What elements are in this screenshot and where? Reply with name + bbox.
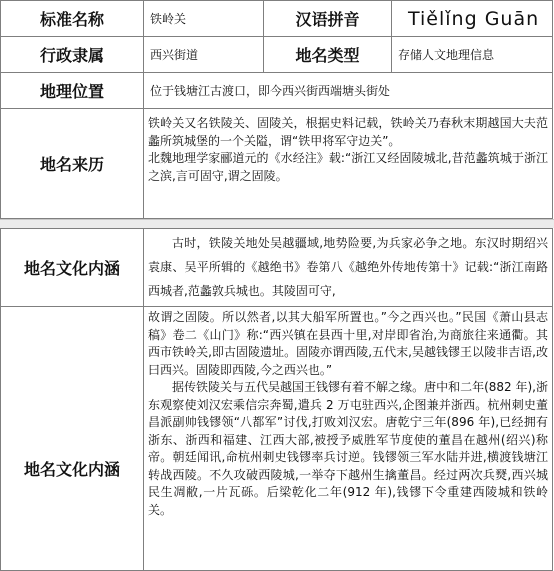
admin-value: 西兴街道 — [144, 37, 264, 73]
pinyin-label: 汉语拼音 — [264, 1, 392, 37]
row-standard-name — [1, 1, 553, 37]
culture-paragraph-2: 据传铁陵关与五代吴越国王钱镠有着不解之缘。唐中和二年(882 年),浙东观察使刘汉宏乘信宗奔蜀,遣兵 2 万屯驻西兴,企图兼并浙西。杭州刺史董昌派副帅钱镠领“八都军”讨伐,打败刘汉宏。唐乾宁三年(896 年),已经拥有浙东、浙西和福建、江西大部,被授予威胜军节度使的董昌在越州(绍兴)称帝。朝廷闻讯,命杭州刺史钱镠率兵讨逆。钱镠领三军水陆并进,横渡钱塘江转战西陵。不久攻破西陵城,一举夺下越州生擒董昌。经过两次兵燹,西兴城民生凋敝,一片瓦砾。后梁乾化二年(912 年),钱镠下令重建西陵城和铁岭关。 — [148, 380, 548, 517]
place-name-info-table — [0, 0, 553, 219]
row-culture-1 — [1, 229, 553, 307]
culture-label-2: 地名文化内涵 — [1, 307, 144, 571]
standard-name-label: 标准名称 — [1, 1, 144, 37]
origin-line-2: 北魏地理学家郦道元的《水经注》载:“浙江又经固陵城北,昔范蠡筑城于浙江之滨,言可固守,谓之固陵。 — [148, 151, 548, 183]
location-value: 位于钱塘江古渡口，即今西兴街西端塘头街处 — [144, 73, 553, 109]
location-label: 地理位置 — [1, 73, 144, 109]
admin-label: 行政隶属 — [1, 37, 144, 73]
row-location — [1, 73, 553, 109]
pinyin-value: Tiělǐng Guān — [392, 1, 553, 37]
row-culture-2 — [1, 307, 553, 571]
row-origin — [1, 109, 553, 219]
place-type-label: 地名类型 — [264, 37, 392, 73]
page-break-band — [0, 219, 554, 228]
place-type-value: 存储人文地理信息 — [392, 37, 553, 73]
origin-text — [144, 109, 553, 219]
standard-name-value: 铁岭关 — [144, 1, 264, 37]
culture-text-2 — [144, 307, 553, 571]
culture-text-1: 古时，铁陵关地处吴越疆域,地势险要,为兵家必争之地。东汉时期绍兴袁康、吴平所辑的《越绝书》卷第八《越绝外传地传第十》记载:“浙江南路西城者,范蠡敦兵城也。其陵固可守, — [144, 229, 553, 307]
culture-table-part-2 — [0, 306, 553, 571]
origin-label: 地名来历 — [1, 109, 144, 219]
culture-label-1: 地名文化内涵 — [1, 229, 144, 307]
row-administrative — [1, 37, 553, 73]
culture-table-part-1 — [0, 228, 553, 307]
culture-paragraph-1: 故谓之固陵。所以然者,以其大船军所置也。”今之西兴也。”民国《萧山县志稿》卷二《山门》称:“西兴镇在县西十里,对岸即省治,为商旅往来通衢。其西市铁岭关,即古固陵遗址。固陵亦谓西陵,五代末,吴越钱镠王以陵非吉语,改曰西兴。固陵即西陵,今之西兴也。” — [148, 310, 548, 377]
origin-line-1: 铁岭关又名铁陵关、固陵关，根据史料记载，铁岭关乃春秋末期越国大夫范蠡所筑城堡的一个关隘，谓“铁甲将军守边关”。 — [148, 116, 548, 148]
